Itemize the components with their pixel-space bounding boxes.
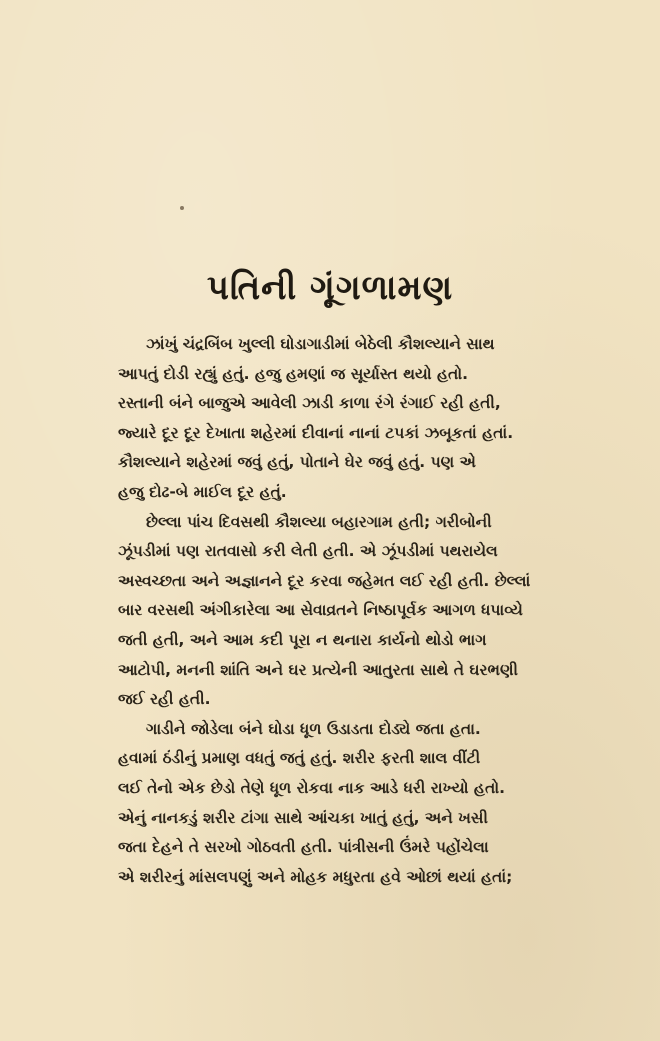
chapter-body: [118, 330, 573, 892]
text-line: બાર વરસથી અંગીકારેલા આ સેવાવ્રતને નિષ્ઠાપૂર્વક આગળ ધપાવ્યે: [118, 601, 523, 620]
text-line: હવામાં ઠંડીનું પ્રમાણ વધતું જતું હતું. શરીર ફરતી શાલ વીંટી: [118, 749, 481, 768]
text-line: આટોપી, મનની શાંતિ અને ઘર પ્રત્યેની આતુરતા સાથે તે ઘરભણી: [118, 660, 518, 679]
text-line: એ શરીરનું માંસલપણું અને મોહક મધુરતા હવે ઓછાં થયાં હતાં;: [118, 867, 513, 886]
text-line: લઈ તેનો એક છેડો તેણે ધૂળ રોકવા નાક આડે ધરી રાખ્યો હતો.: [118, 778, 505, 797]
text-line: હજુ દોઢ-બે માઈલ દૂર હતું.: [118, 482, 287, 501]
text-line: જતી હતી, અને આમ કદી પૂરા ન થનારા કાર્યનો થોડો ભાગ: [118, 630, 487, 649]
text-line: ગાડીને જોડેલા બંને ઘોડા ધૂળ ઉડાડતા દોડ્યે જતા હતા.: [146, 719, 481, 738]
text-line: જતા દેહને તે સરખો ગોઠવતી હતી. પાંત્રીસની ઉંમરે પહોંચેલા: [118, 838, 489, 857]
text-line: ઝાંખું ચંદ્રબિંબ ખુલ્લી ઘોડાગાડીમાં બેઠેલી કૌશલ્યાને સાથ: [146, 335, 495, 353]
paragraph-2: [118, 508, 573, 715]
text-line: રસ્તાની બંને બાજુએ આવેલી ઝાડી કાળા રંગે રંગાઈ રહી હતી,: [118, 394, 501, 413]
text-line: છેલ્લા પાંચ દિવસથી કૌશલ્યા બહારગામ હતી; ગરીબોની: [146, 512, 492, 531]
paragraph-1: [118, 330, 573, 508]
text-line: એનું નાનકડું શરીર ટાંગા સાથે આંચકા ખાતું હતું, અને ખસી: [118, 808, 488, 827]
text-line: કૌશલ્યાને શહેરમાં જવું હતું, પોતાને ઘેર જવું હતું. પણ એ: [118, 453, 476, 472]
ink-speck: [180, 206, 184, 210]
text-line: આપતું દોડી રહ્યું હતું. હજુ હમણાં જ સૂર્યાસ્ત થયો હતો.: [118, 364, 469, 383]
text-line: જઈ રહી હતી.: [118, 690, 211, 709]
text-line: ઝૂંપડીમાં પણ રાતવાસો કરી લેતી હતી. એ ઝૂંપડીમાં પથરાયેલ: [118, 542, 498, 561]
text-line: અસ્વચ્છતા અને અજ્ઞાનને દૂર કરવા જહેમત લઈ રહી હતી. છેલ્લાં: [118, 571, 531, 590]
paragraph-3: [118, 715, 573, 893]
chapter-title: પતિની ગૂંગળામણ: [206, 268, 454, 308]
text-line: જ્યારે દૂર દૂર દેખાતા શહેરમાં દીવાનાં નાનાં ટપકાં ઝબૂકતાં હતાં.: [118, 423, 514, 442]
